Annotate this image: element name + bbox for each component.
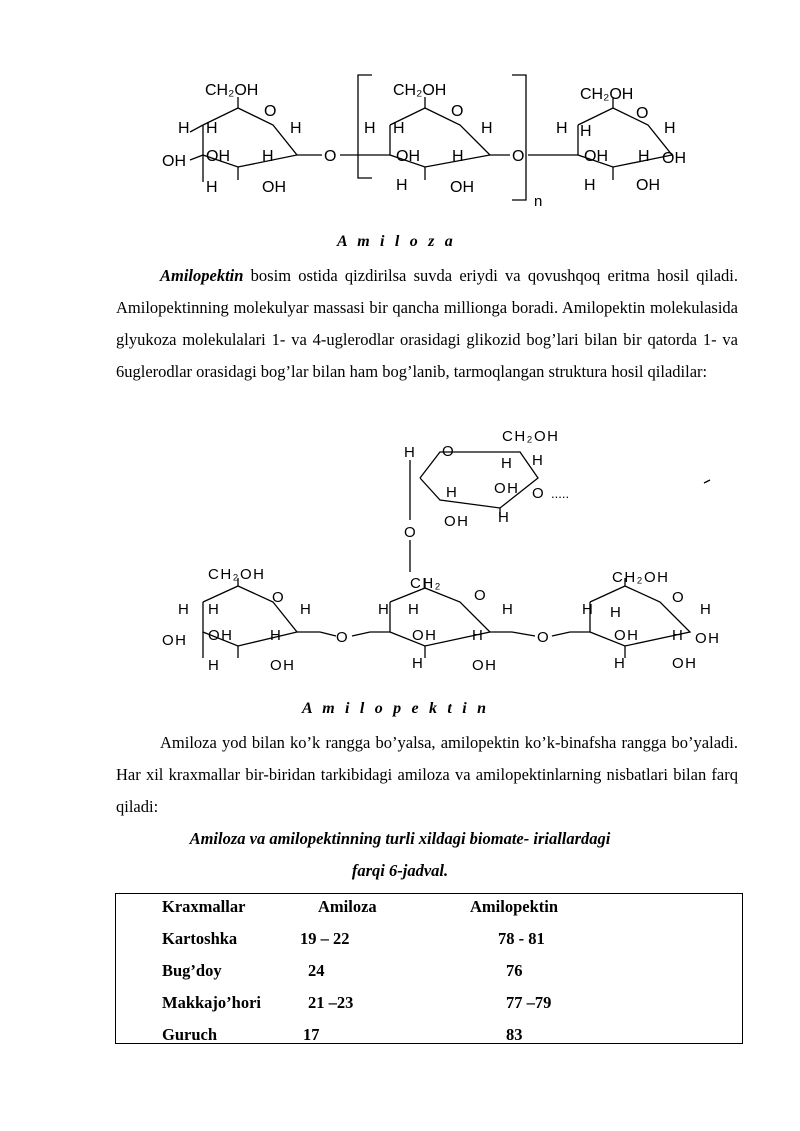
hydroxyl-label: OH [396,148,420,165]
hydrogen-label: H [472,627,483,644]
table-cell: 24 [308,961,325,980]
hydrogen-label: H [290,120,302,137]
hydrogen-label: H [532,452,543,469]
hydrogen-label: H [178,601,189,618]
table-cell: 78 - 81 [498,929,545,948]
hydrogen-label: H [501,455,512,472]
hydrogen-label: H [262,148,274,165]
table-row [116,1025,742,1047]
ring-oxygen-label: O [672,589,684,606]
iodine-paragraph-text: Amiloza yod bilan ko’k rangga bo’yalsa, amilopektin ko’k-binafsha rangga bo’yaladi. Har xil kraxmallar bir-biridan tarkibidagi amiloza va amilopektinlarning nisbatlari bilan farq qiladi: [116,733,738,816]
hydrogen-label: H [584,177,596,194]
hydrogen-label: H [412,655,423,672]
hydroxyl-label: OH [450,179,474,196]
table-cell: 83 [506,1025,523,1044]
table-row [116,993,742,1015]
hydroxyl-label: OH [672,655,698,672]
hydrogen-label: H [610,604,621,621]
glycosidic-oxygen-label: O [336,629,348,646]
ring-oxygen-label: O [451,103,464,120]
hydroxyl-label: OH [270,657,296,674]
iodine-paragraph [116,727,738,823]
hydrogen-label: H [378,601,389,618]
hydrogen-label: H [300,601,311,618]
branch-oxygen-label: O [404,524,416,541]
ring-oxygen-label: O [264,103,277,120]
table-caption: farqi 6-jadval. [351,861,449,880]
amylose-caption: A m i l o z a [337,233,456,250]
hydrogen-label: H [452,148,464,165]
hydroxyl-label: OH [662,150,686,167]
hydroxyl-label: OH [412,627,438,644]
hydrogen-label: H [614,655,625,672]
hydroxyl-label: OH [636,177,660,194]
hydrogen-label: H [396,177,408,194]
hydrogen-label: H [664,120,676,137]
table-title: Amiloza va amilopektinning turli xildagi biomate- iriallardagi [189,829,611,848]
column-header: Kraxmallar [162,897,246,916]
glycosidic-oxygen-label: O [532,485,544,502]
table-cell: 21 –23 [308,993,354,1012]
hydrogen-label: H [638,148,650,165]
hydroxyl-label: OH [262,179,286,196]
hydrogen-label: H [206,179,218,196]
hydroxyl-label: OH [614,627,640,644]
hydrogen-label: H [580,123,592,140]
table-row [116,929,742,951]
column-header: Amiloza [318,897,377,916]
amylopectin-paragraph-text: bosim ostida qizdirilsa suvda eriydi va qovushqoq eritma hosil qiladi. Amilopektinning molekulyar massasi bir qancha millionga boradi. Amilopektin molekulasida glyukoza molekulalari 1- va 4-uglerodlar orasidagi glikozid bog’lari bilan bir qatorda 1- va 6uglerodlar orasidagi bog’lar bilan ham bog’lanib, tarmoqlangan struktura hosil qiladilar: [116,266,738,381]
repeat-count-label: n [534,193,543,210]
hydrogen-label: H [393,120,405,137]
hydrogen-label: H [404,444,415,461]
hydroxyl-label: OH [584,148,608,165]
hydroxyl-label: OH [206,148,230,165]
amylopectin-term: Amilopektin [160,266,244,285]
ch2oh-label: CH₂OH [205,82,259,99]
hydrogen-label: H [206,120,218,137]
hydrogen-label: H [208,657,219,674]
hydrogen-label: H [178,120,190,137]
hydroxyl-label: OH [162,153,186,170]
hydrogen-label: H [502,601,513,618]
table-cell: 76 [506,961,523,980]
ch2oh-label: CH₂OH [208,566,266,583]
hydroxyl-label: OH [162,632,188,649]
column-header: Amilopektin [470,897,559,916]
continuation-dots: ..... [551,486,570,501]
ring-oxygen-label: O [474,587,486,604]
hydrogen-label: H [270,627,281,644]
hydrogen-label: H [700,601,711,618]
ring-oxygen-label: O [636,105,649,122]
hydrogen-label: H [208,601,219,618]
table-cell: Kartoshka [162,929,238,948]
table-cell: 19 – 22 [300,929,350,948]
hydrogen-label: H [446,484,457,501]
hydroxyl-label: OH [494,480,520,497]
ch2-label: CH₂ [410,575,442,592]
glycosidic-oxygen-label: O [324,148,337,165]
hydroxyl-label: OH [444,513,470,530]
hydrogen-label: H [672,627,683,644]
amylopectin-structure-diagram [0,420,800,680]
amylopectin-caption: A m i l o p e k t i n [302,700,490,717]
table-cell: 77 –79 [506,993,552,1012]
starch-composition-table [115,893,743,1044]
hydroxyl-label: OH [695,630,721,647]
ch2oh-label: CH₂OH [580,86,634,103]
table-row [116,961,742,983]
ch2oh-label: CH₂OH [393,82,447,99]
table-cell: 17 [303,1025,320,1044]
hydrogen-label: H [582,601,593,618]
glycosidic-oxygen-label: O [537,629,549,646]
hydrogen-label: H [481,120,493,137]
hydrogen-label: H [364,120,376,137]
table-cell: Guruch [162,1025,218,1044]
table-cell: Makkajo’hori [162,993,261,1012]
hydroxyl-label: OH [472,657,498,674]
amylose-structure-diagram [0,60,800,220]
amylopectin-paragraph [116,260,738,388]
table-header-row [116,897,742,919]
hydroxyl-label: OH [208,627,234,644]
ch2oh-label: CH₂OH [502,428,560,445]
hydrogen-label: H [498,509,509,526]
table-cell: Bug’doy [162,961,222,980]
hydrogen-label: H [556,120,568,137]
ch2oh-label: CH₂OH [612,569,670,586]
ring-oxygen-label: O [272,589,284,606]
ring-oxygen-label: O [442,443,454,460]
glycosidic-oxygen-label: O [512,148,525,165]
hydrogen-label: H [408,601,419,618]
